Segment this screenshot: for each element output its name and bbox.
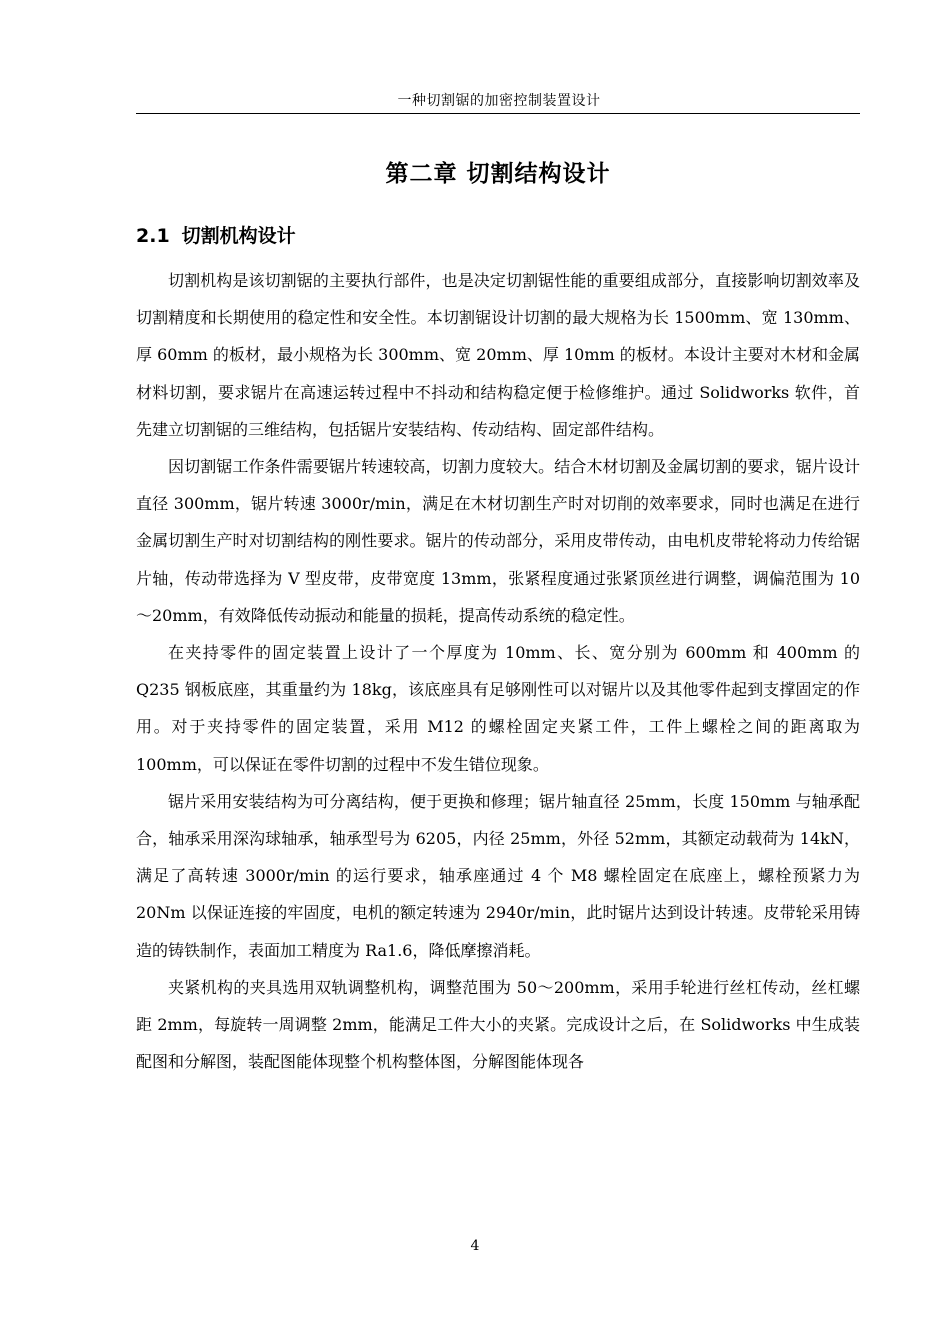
section-number: 2.1 xyxy=(136,225,170,247)
running-header: 一种切割锯的加密控制装置设计 xyxy=(397,93,601,109)
paragraph: 锯片采用安装结构为可分离结构，便于更换和修理；锯片轴直径 25mm，长度 150mm 与轴承配合，轴承采用深沟球轴承，轴承型号为 6205，内径 25mm，外径 52mm，其额定动载荷为 14kN，满足了高转速 3000r/min 的运行要求，轴承座通过 4 个 M8 螺栓固定在底座上，螺栓预紧力为 20Nm 以保证连接的牢固度，电机的额定转速为 2940r/min，此时锯片达到设计转速。皮带轮采用铸造的铸铁制作，表面加工精度为 Ra1.6，降低摩擦消耗。 xyxy=(136,791,860,960)
header-rule xyxy=(136,113,860,114)
paragraph: 在夹持零件的固定装置上设计了一个厚度为 10mm、长、宽分别为 600mm 和 400mm 的 Q235 钢板底座，其重量约为 18kg，该底座具有足够刚性可以对锯片以及其他零件起到支撑固定的作用。对于夹持零件的固定装置，采用 M12 的螺栓固定夹紧工件，工件上螺栓之间的距离取为 100mm，可以保证在零件切割的过程中不发生错位现象。 xyxy=(136,643,860,774)
section-title-text: 切割机构设计 xyxy=(181,225,296,247)
body-text xyxy=(136,262,860,1080)
chapter-title: 第二章 切割结构设计 xyxy=(385,161,611,187)
page-number: 4 xyxy=(470,1238,480,1254)
paragraph: 切割机构是该切割锯的主要执行部件，也是决定切割锯性能的重要组成部分，直接影响切割效率及切割精度和长期使用的稳定性和安全性。本切割锯设计切割的最大规格为长 1500mm、宽 130mm、厚 60mm 的板材，最小规格为长 300mm、宽 20mm、厚 10mm 的板材。本设计主要对木材和金属材料切割，要求锯片在高速运转过程中不抖动和结构稳定便于检修维护。通过 Solidworks 软件，首先建立切割锯的三维结构，包括锯片安装结构、传动结构、固定部件结构。 xyxy=(136,271,860,439)
paragraph: 因切割锯工作条件需要锯片转速较高，切割力度较大。结合木材切割及金属切割的要求，锯片设计直径 300mm，锯片转速 3000r/min，满足在木材切割生产时对切削的效率要求，同时也满足在进行金属切割生产时对切割结构的刚性要求。锯片的传动部分，采用皮带传动，由电机皮带轮将动力传给锯片轴，传动带选择为 V 型皮带，皮带宽度 13mm，张紧程度通过张紧顶丝进行调整，调偏范围为 10～20mm，有效降低传动振动和能量的损耗，提高传动系统的稳定性。 xyxy=(136,457,860,625)
section-heading xyxy=(136,222,296,250)
paragraph: 夹紧机构的夹具选用双轨调整机构，调整范围为 50～200mm，采用手轮进行丝杠传动，丝杠螺距 2mm，每旋转一周调整 2mm，能满足工件大小的夹紧。完成设计之后，在 Solidworks 中生成装配图和分解图，装配图能体现整个机构整体图，分解图能体现各 xyxy=(136,977,860,1072)
